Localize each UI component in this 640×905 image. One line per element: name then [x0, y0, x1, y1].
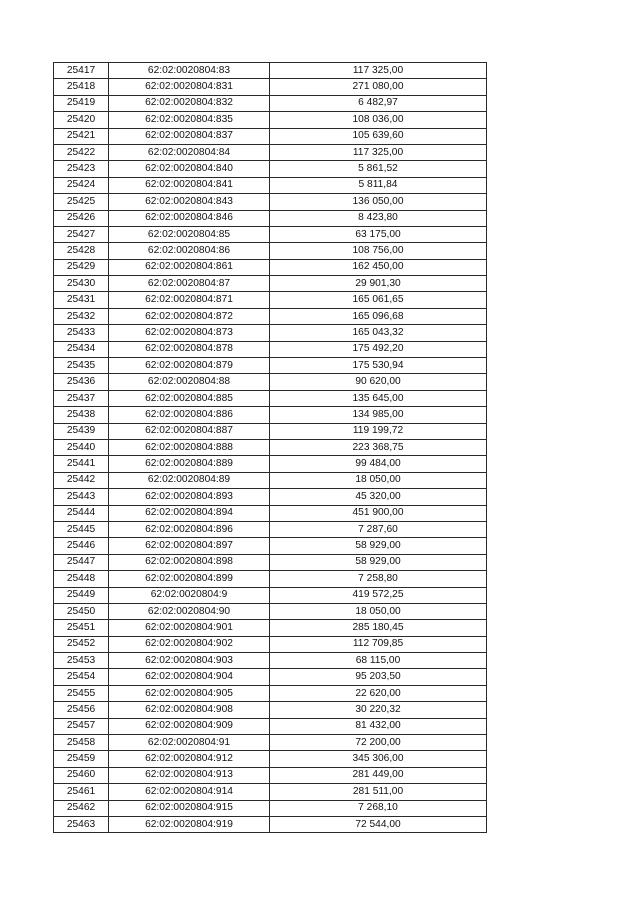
row-number-cell: 25429 [54, 259, 109, 275]
table-row [54, 128, 487, 144]
row-number-cell: 25443 [54, 489, 109, 505]
cadastral-number-cell: 62:02:0020804:837 [109, 128, 270, 144]
row-number-cell: 25458 [54, 735, 109, 751]
row-number-cell: 25435 [54, 358, 109, 374]
table-row [54, 112, 487, 128]
cadastral-number-cell: 62:02:0020804:90 [109, 603, 270, 619]
row-number-cell: 25423 [54, 161, 109, 177]
cadastral-number-cell: 62:02:0020804:912 [109, 751, 270, 767]
cadastral-number-cell: 62:02:0020804:872 [109, 308, 270, 324]
table-row [54, 259, 487, 275]
table-row [54, 210, 487, 226]
table-row [54, 390, 487, 406]
table-body [54, 63, 487, 833]
value-cell: 5 811,84 [270, 177, 487, 193]
cadastral-number-cell: 62:02:0020804:886 [109, 407, 270, 423]
row-number-cell: 25454 [54, 669, 109, 685]
cadastral-number-cell: 62:02:0020804:905 [109, 685, 270, 701]
value-cell: 165 043,32 [270, 325, 487, 341]
value-cell: 108 756,00 [270, 243, 487, 259]
value-cell: 117 325,00 [270, 144, 487, 160]
row-number-cell: 25433 [54, 325, 109, 341]
table-row [54, 800, 487, 816]
value-cell: 45 320,00 [270, 489, 487, 505]
cadastral-number-cell: 62:02:0020804:832 [109, 95, 270, 111]
row-number-cell: 25444 [54, 505, 109, 521]
cadastral-number-cell: 62:02:0020804:893 [109, 489, 270, 505]
row-number-cell: 25460 [54, 767, 109, 783]
table-row [54, 636, 487, 652]
table-row [54, 816, 487, 832]
row-number-cell: 25462 [54, 800, 109, 816]
cadastral-number-cell: 62:02:0020804:913 [109, 767, 270, 783]
cadastral-number-cell: 62:02:0020804:85 [109, 226, 270, 242]
row-number-cell: 25434 [54, 341, 109, 357]
table-row [54, 144, 487, 160]
value-cell: 281 511,00 [270, 784, 487, 800]
table-row [54, 735, 487, 751]
table-row [54, 341, 487, 357]
value-cell: 58 929,00 [270, 554, 487, 570]
cadastral-number-cell: 62:02:0020804:889 [109, 456, 270, 472]
value-cell: 281 449,00 [270, 767, 487, 783]
cadastral-number-cell: 62:02:0020804:909 [109, 718, 270, 734]
cadastral-number-cell: 62:02:0020804:885 [109, 390, 270, 406]
cadastral-number-cell: 62:02:0020804:86 [109, 243, 270, 259]
row-number-cell: 25419 [54, 95, 109, 111]
row-number-cell: 25455 [54, 685, 109, 701]
row-number-cell: 25420 [54, 112, 109, 128]
row-number-cell: 25447 [54, 554, 109, 570]
row-number-cell: 25431 [54, 292, 109, 308]
value-cell: 6 482,97 [270, 95, 487, 111]
table-row [54, 702, 487, 718]
row-number-cell: 25451 [54, 620, 109, 636]
cadastral-number-cell: 62:02:0020804:897 [109, 538, 270, 554]
value-cell: 117 325,00 [270, 63, 487, 79]
table-row [54, 79, 487, 95]
table-row [54, 308, 487, 324]
row-number-cell: 25439 [54, 423, 109, 439]
cadastral-number-cell: 62:02:0020804:89 [109, 472, 270, 488]
row-number-cell: 25421 [54, 128, 109, 144]
value-cell: 134 985,00 [270, 407, 487, 423]
cadastral-number-cell: 62:02:0020804:84 [109, 144, 270, 160]
table-row [54, 177, 487, 193]
row-number-cell: 25427 [54, 226, 109, 242]
cadastral-number-cell: 62:02:0020804:840 [109, 161, 270, 177]
value-cell: 135 645,00 [270, 390, 487, 406]
table-row [54, 784, 487, 800]
row-number-cell: 25461 [54, 784, 109, 800]
table-row [54, 292, 487, 308]
value-cell: 112 709,85 [270, 636, 487, 652]
cadastral-number-cell: 62:02:0020804:914 [109, 784, 270, 800]
cadastral-number-cell: 62:02:0020804:904 [109, 669, 270, 685]
table-row [54, 358, 487, 374]
table-row [54, 620, 487, 636]
row-number-cell: 25430 [54, 276, 109, 292]
row-number-cell: 25452 [54, 636, 109, 652]
cadastral-number-cell: 62:02:0020804:878 [109, 341, 270, 357]
value-cell: 271 080,00 [270, 79, 487, 95]
value-cell: 285 180,45 [270, 620, 487, 636]
table-row [54, 325, 487, 341]
cadastral-number-cell: 62:02:0020804:919 [109, 816, 270, 832]
table-row [54, 554, 487, 570]
value-cell: 223 368,75 [270, 439, 487, 455]
table-row [54, 538, 487, 554]
row-number-cell: 25441 [54, 456, 109, 472]
row-number-cell: 25448 [54, 571, 109, 587]
table-row [54, 472, 487, 488]
value-cell: 7 268,10 [270, 800, 487, 816]
table-row [54, 276, 487, 292]
value-cell: 29 901,30 [270, 276, 487, 292]
value-cell: 68 115,00 [270, 653, 487, 669]
cadastral-number-cell: 62:02:0020804:894 [109, 505, 270, 521]
cadastral-number-cell: 62:02:0020804:831 [109, 79, 270, 95]
value-cell: 345 306,00 [270, 751, 487, 767]
value-cell: 5 861,52 [270, 161, 487, 177]
value-cell: 105 639,60 [270, 128, 487, 144]
row-number-cell: 25456 [54, 702, 109, 718]
table-row [54, 194, 487, 210]
table-row [54, 63, 487, 79]
table-row [54, 571, 487, 587]
value-cell: 8 423,80 [270, 210, 487, 226]
value-cell: 175 530,94 [270, 358, 487, 374]
cadastral-number-cell: 62:02:0020804:888 [109, 439, 270, 455]
row-number-cell: 25436 [54, 374, 109, 390]
table-row [54, 521, 487, 537]
value-cell: 81 432,00 [270, 718, 487, 734]
value-cell: 18 050,00 [270, 603, 487, 619]
cadastral-number-cell: 62:02:0020804:901 [109, 620, 270, 636]
value-cell: 22 620,00 [270, 685, 487, 701]
row-number-cell: 25418 [54, 79, 109, 95]
row-number-cell: 25440 [54, 439, 109, 455]
cadastral-number-cell: 62:02:0020804:915 [109, 800, 270, 816]
table-row [54, 669, 487, 685]
table-row [54, 423, 487, 439]
table-row [54, 751, 487, 767]
value-cell: 165 061,65 [270, 292, 487, 308]
value-cell: 419 572,25 [270, 587, 487, 603]
cadastral-number-cell: 62:02:0020804:873 [109, 325, 270, 341]
cadastral-number-cell: 62:02:0020804:83 [109, 63, 270, 79]
row-number-cell: 25422 [54, 144, 109, 160]
value-cell: 95 203,50 [270, 669, 487, 685]
table-row [54, 505, 487, 521]
table-row [54, 718, 487, 734]
value-cell: 58 929,00 [270, 538, 487, 554]
row-number-cell: 25432 [54, 308, 109, 324]
value-cell: 162 450,00 [270, 259, 487, 275]
row-number-cell: 25438 [54, 407, 109, 423]
cadastral-number-cell: 62:02:0020804:91 [109, 735, 270, 751]
row-number-cell: 25449 [54, 587, 109, 603]
cadastral-number-cell: 62:02:0020804:908 [109, 702, 270, 718]
cadastral-number-cell: 62:02:0020804:903 [109, 653, 270, 669]
row-number-cell: 25459 [54, 751, 109, 767]
value-cell: 119 199,72 [270, 423, 487, 439]
value-cell: 7 258,80 [270, 571, 487, 587]
row-number-cell: 25442 [54, 472, 109, 488]
cadastral-number-cell: 62:02:0020804:9 [109, 587, 270, 603]
cadastral-number-cell: 62:02:0020804:88 [109, 374, 270, 390]
table-row [54, 685, 487, 701]
cadastral-number-cell: 62:02:0020804:898 [109, 554, 270, 570]
cadastral-number-cell: 62:02:0020804:87 [109, 276, 270, 292]
cadastral-number-cell: 62:02:0020804:896 [109, 521, 270, 537]
table-row [54, 226, 487, 242]
value-cell: 63 175,00 [270, 226, 487, 242]
cadastral-number-cell: 62:02:0020804:879 [109, 358, 270, 374]
row-number-cell: 25453 [54, 653, 109, 669]
value-cell: 7 287,60 [270, 521, 487, 537]
cadastral-number-cell: 62:02:0020804:835 [109, 112, 270, 128]
row-number-cell: 25425 [54, 194, 109, 210]
cadastral-number-cell: 62:02:0020804:841 [109, 177, 270, 193]
row-number-cell: 25463 [54, 816, 109, 832]
table-row [54, 374, 487, 390]
cadastral-number-cell: 62:02:0020804:871 [109, 292, 270, 308]
table-row [54, 489, 487, 505]
value-cell: 18 050,00 [270, 472, 487, 488]
cadastral-number-cell: 62:02:0020804:843 [109, 194, 270, 210]
cadastral-number-cell: 62:02:0020804:887 [109, 423, 270, 439]
value-cell: 165 096,68 [270, 308, 487, 324]
cadastral-number-cell: 62:02:0020804:861 [109, 259, 270, 275]
row-number-cell: 25437 [54, 390, 109, 406]
value-cell: 108 036,00 [270, 112, 487, 128]
table-row [54, 456, 487, 472]
value-cell: 175 492,20 [270, 341, 487, 357]
value-cell: 136 050,00 [270, 194, 487, 210]
table-row [54, 161, 487, 177]
row-number-cell: 25445 [54, 521, 109, 537]
cadastral-value-table [53, 62, 487, 833]
cadastral-number-cell: 62:02:0020804:899 [109, 571, 270, 587]
table-row [54, 603, 487, 619]
cadastral-number-cell: 62:02:0020804:902 [109, 636, 270, 652]
table-row [54, 587, 487, 603]
table-row [54, 439, 487, 455]
table-row [54, 407, 487, 423]
row-number-cell: 25457 [54, 718, 109, 734]
row-number-cell: 25428 [54, 243, 109, 259]
row-number-cell: 25426 [54, 210, 109, 226]
value-cell: 72 544,00 [270, 816, 487, 832]
value-cell: 90 620,00 [270, 374, 487, 390]
table-row [54, 95, 487, 111]
value-cell: 72 200,00 [270, 735, 487, 751]
row-number-cell: 25446 [54, 538, 109, 554]
value-cell: 99 484,00 [270, 456, 487, 472]
cadastral-number-cell: 62:02:0020804:846 [109, 210, 270, 226]
row-number-cell: 25450 [54, 603, 109, 619]
value-cell: 30 220,32 [270, 702, 487, 718]
table-row [54, 243, 487, 259]
row-number-cell: 25424 [54, 177, 109, 193]
table-row [54, 653, 487, 669]
table-row [54, 767, 487, 783]
row-number-cell: 25417 [54, 63, 109, 79]
value-cell: 451 900,00 [270, 505, 487, 521]
